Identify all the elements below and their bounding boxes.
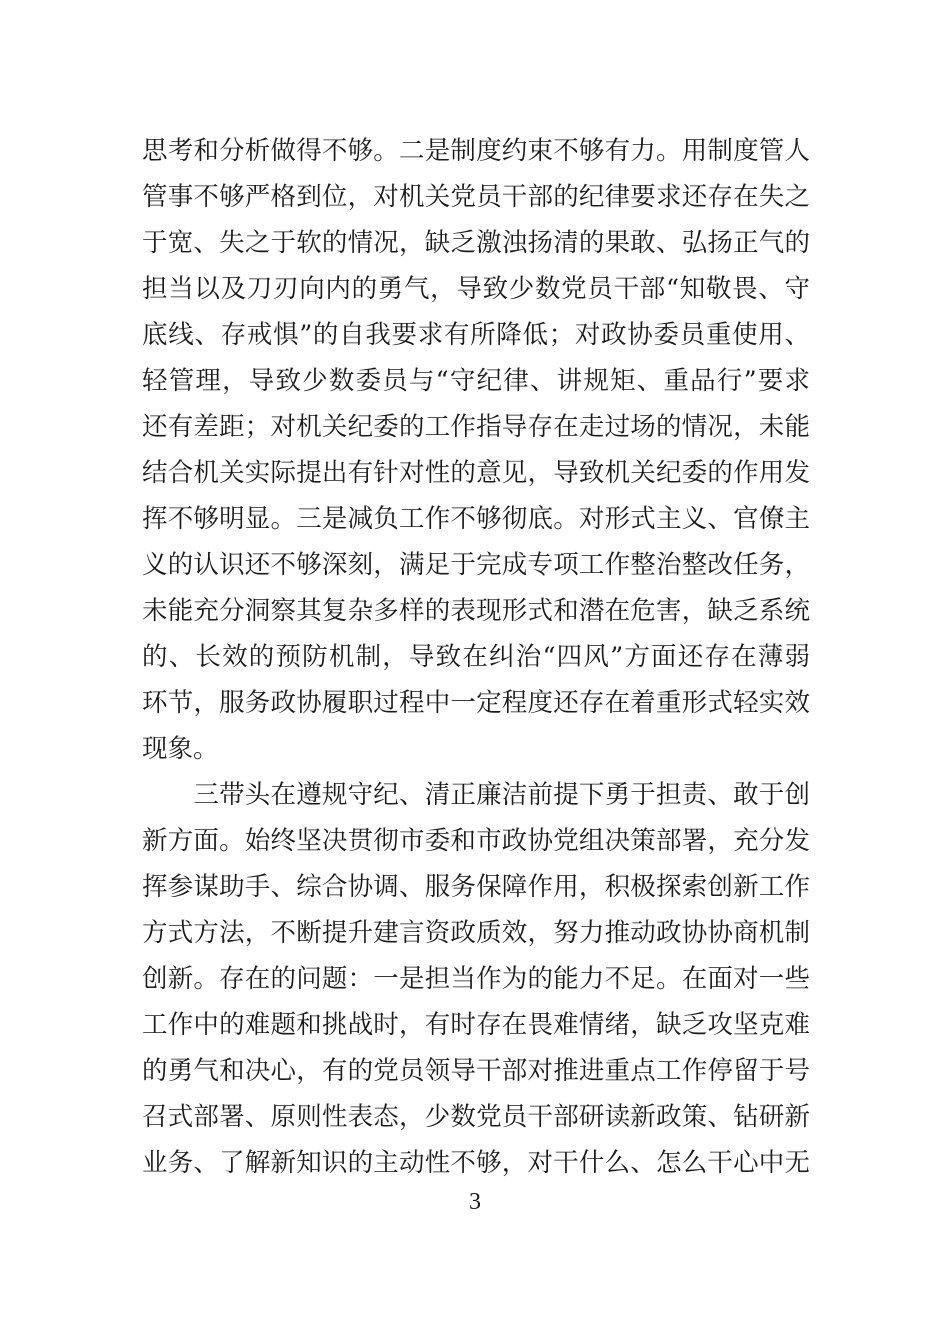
text-line: 挥参谋助手、综合协调、服务保障作用，积极探索创新工作 — [142, 872, 810, 902]
text-line: 的、长效的预防机制，导致在纠治“四风”方面还存在薄弱 — [142, 642, 810, 672]
text-line: 环节，服务政协履职过程中一定程度还存在着重形式轻实效 — [142, 688, 810, 718]
text-line: 轻管理，导致少数委员与“守纪律、讲规矩、重品行”要求 — [142, 366, 810, 396]
text-line: 新方面。始终坚决贯彻市委和市政协党组决策部署，充分发 — [142, 826, 810, 856]
text-line: 方式方法，不断提升建言资政质效，努力推动政协协商机制 — [142, 918, 810, 948]
text-line: 的勇气和决心，有的党员领导干部对推进重点工作停留于号 — [142, 1056, 810, 1086]
text-line: 挥不够明显。三是减负工作不够彻底。对形式主义、官僚主 — [142, 504, 810, 534]
text-line: 担当以及刀刃向内的勇气，导致少数党员干部“知敬畏、守 — [142, 274, 810, 304]
text-line: 业务、了解新知识的主动性不够，对干什么、怎么干心中无 — [142, 1148, 810, 1178]
body-text — [142, 128, 810, 1186]
text-line: 工作中的难题和挑战时，有时存在畏难情绪，缺乏攻坚克难 — [142, 1010, 810, 1040]
text-line: 义的认识还不够深刻，满足于完成专项工作整治整改任务， — [142, 550, 810, 580]
text-line: 召式部署、原则性表态，少数党员干部研读新政策、钻研新 — [142, 1102, 810, 1132]
text-line: 还有差距；对机关纪委的工作指导存在走过场的情况，未能 — [142, 412, 810, 442]
text-line: 现象。 — [142, 734, 219, 764]
text-line: 创新。存在的问题：一是担当作为的能力不足。在面对一些 — [142, 964, 810, 994]
text-line: 管事不够严格到位，对机关党员干部的纪律要求还存在失之 — [142, 182, 810, 212]
text-line: 三带头在遵规守纪、清正廉洁前提下勇于担责、敢于创 — [142, 780, 810, 810]
page-number: 3 — [469, 1189, 481, 1215]
text-line: 底线、存戒惧”的自我要求有所降低；对政协委员重使用、 — [142, 320, 810, 350]
text-line: 思考和分析做得不够。二是制度约束不够有力。用制度管人 — [142, 136, 810, 166]
text-line: 未能充分洞察其复杂多样的表现形式和潜在危害，缺乏系统 — [142, 596, 810, 626]
text-line: 于宽、失之于软的情况，缺乏激浊扬清的果敢、弘扬正气的 — [142, 228, 810, 258]
text-line: 结合机关实际提出有针对性的意见，导致机关纪委的作用发 — [142, 458, 810, 488]
